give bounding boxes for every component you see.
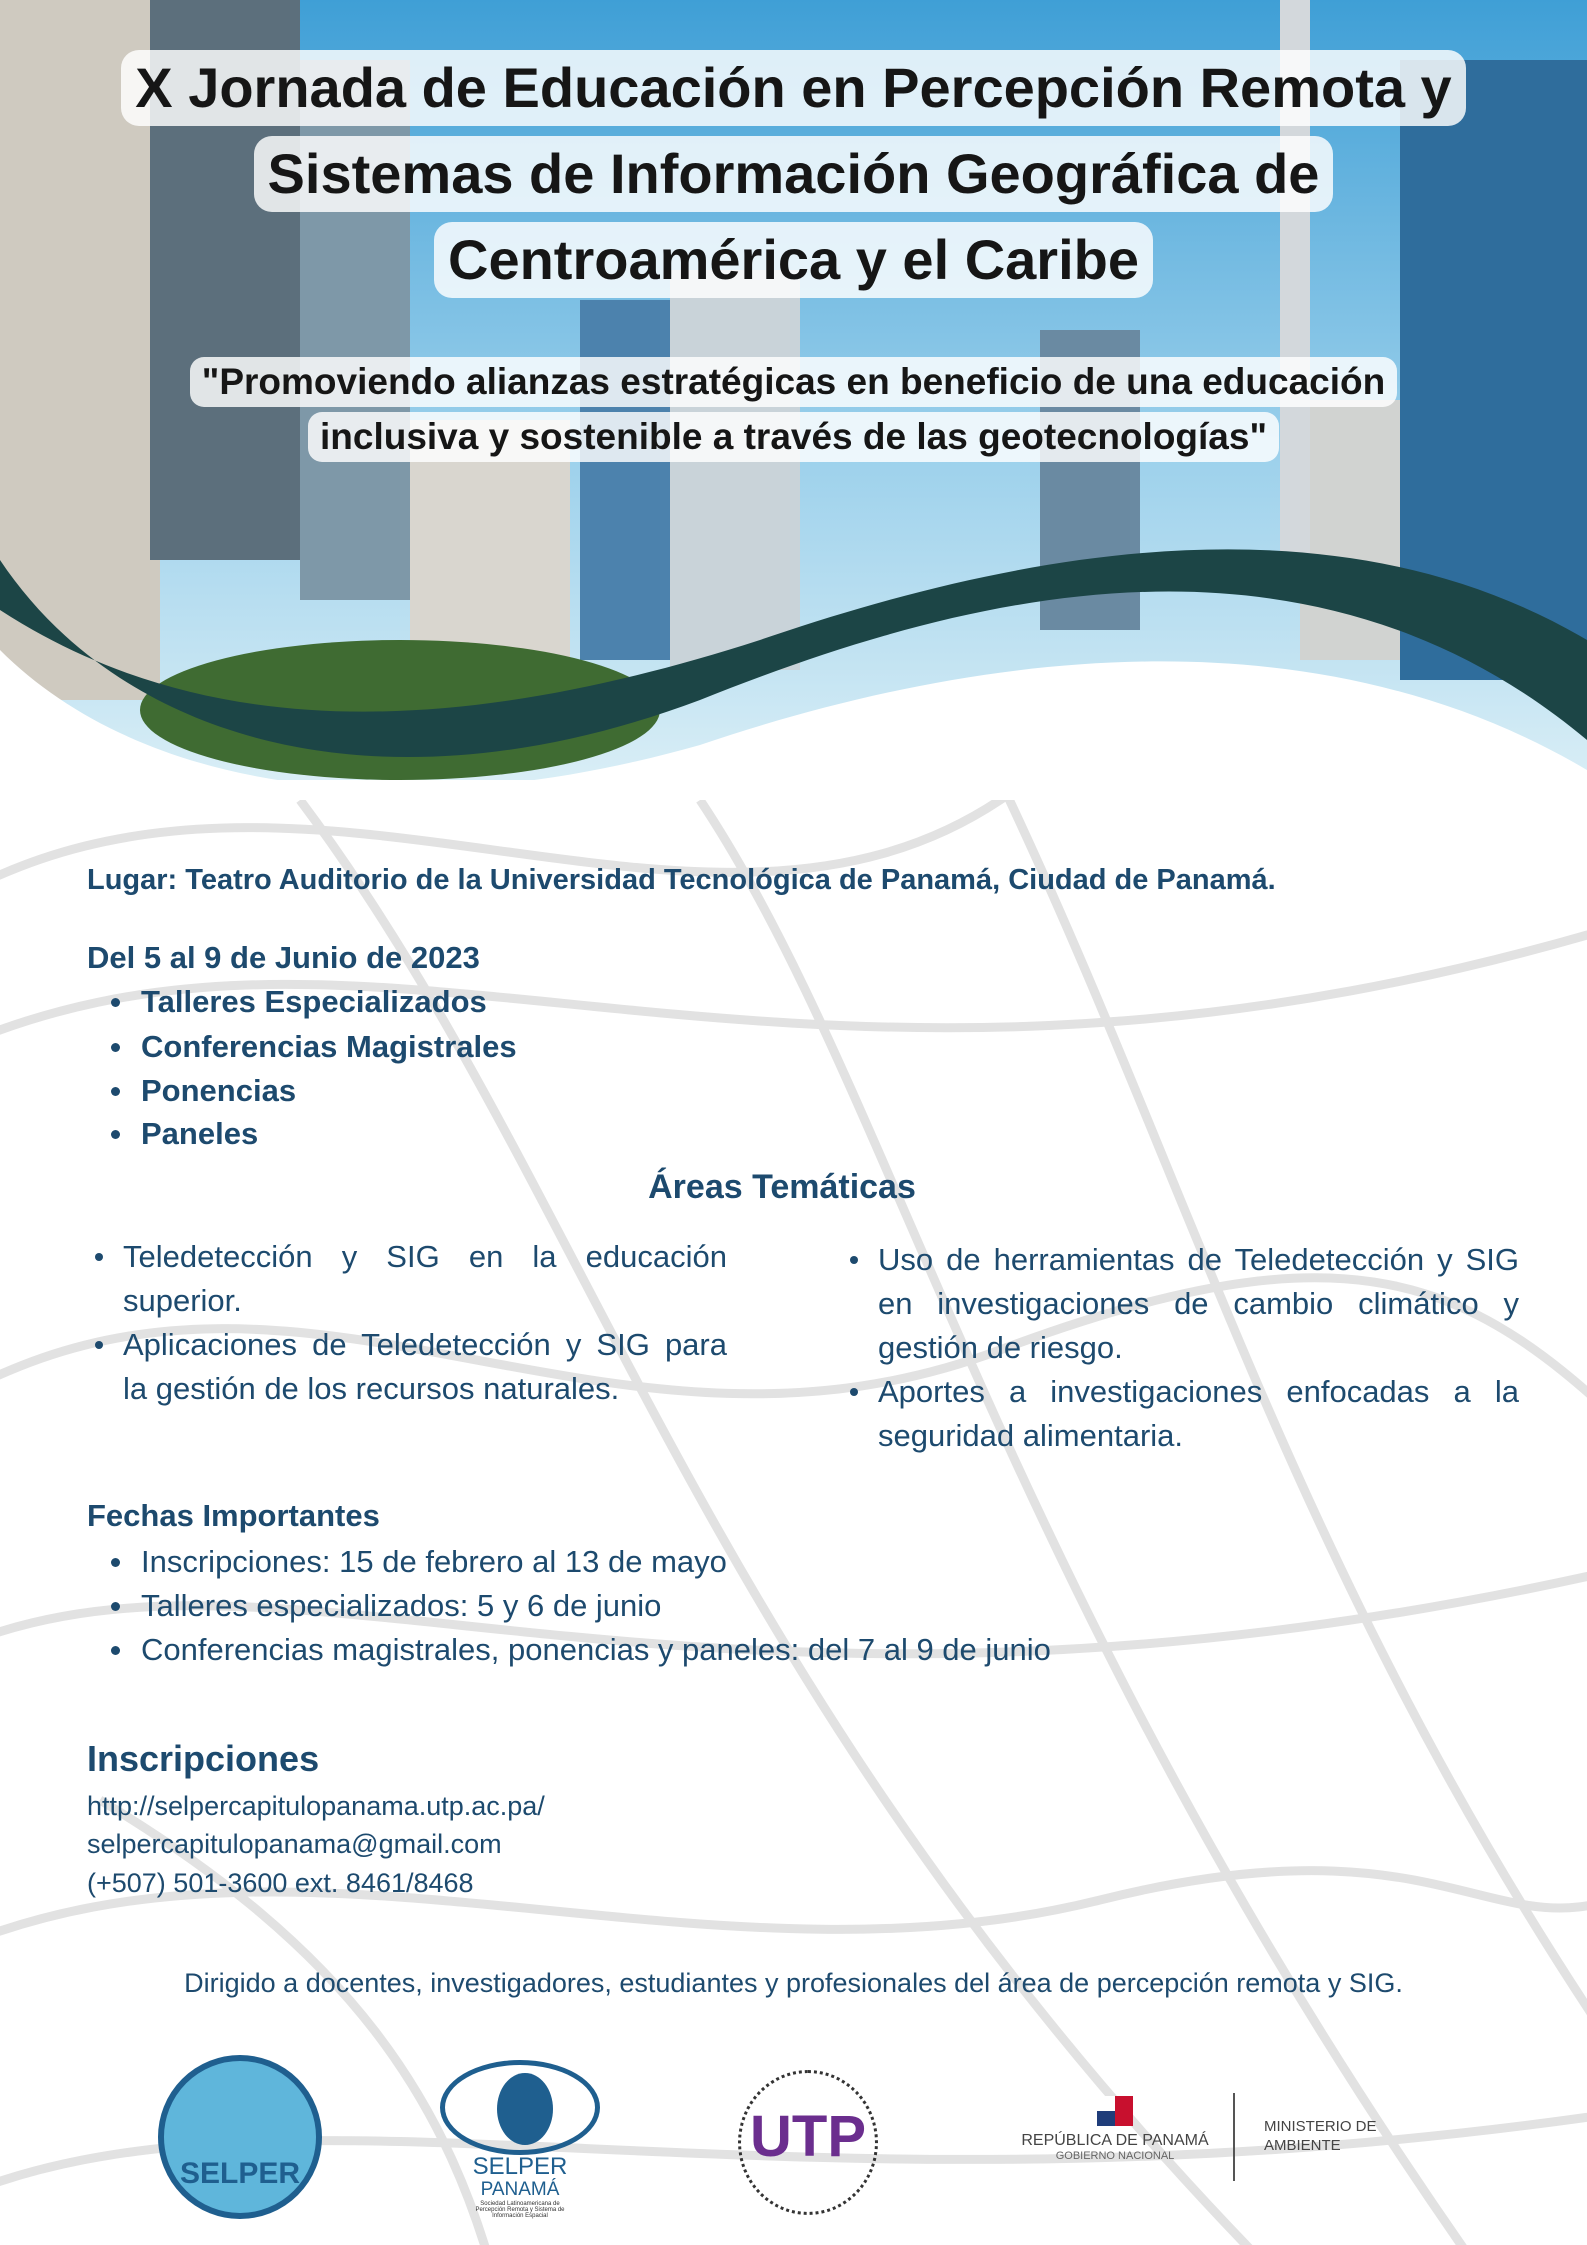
areas-left-column [123, 1235, 727, 1411]
venue: Lugar: Teatro Auditorio de la Universidad Tecnológica de Panamá, Ciudad de Panamá. [87, 864, 1276, 896]
list-item: Ponencias [141, 1069, 296, 1113]
republica-panama-logo: REPÚBLICA DE PANAMÁ GOBIERNO NACIONAL [1005, 2096, 1225, 2162]
swirl-lines [0, 700, 1587, 2245]
list-item: Inscripciones: 15 de febrero al 13 de mayo [141, 1540, 727, 1584]
dates-heading: Del 5 al 9 de Junio de 2023 [87, 940, 480, 975]
title-line-1: X Jornada de Educación en Percepción Remota y [0, 50, 1587, 126]
logo-divider [1233, 2093, 1235, 2181]
registration-phone: (+507) 501-3600 ext. 8461/8468 [87, 1868, 474, 1898]
list-item: Conferencias magistrales, ponencias y paneles: del 7 al 9 de junio [141, 1628, 1051, 1672]
registration-url[interactable]: http://selpercapitulopanama.utp.ac.pa/ [87, 1791, 545, 1821]
selper-panama-logo: SELPER PANAMÁ Sociedad Latinoamericana de Percepción Remota y Sistema de Información Espacial [435, 2060, 605, 2220]
registration-email[interactable]: selpercapitulopanama@gmail.com [87, 1829, 502, 1859]
title-line-3: Centroamérica y el Caribe [0, 222, 1587, 298]
list-item: Paneles [141, 1112, 258, 1156]
important-dates-heading: Fechas Importantes [87, 1498, 380, 1533]
list-item: Aplicaciones de Teledetección y SIG para la gestión de los recursos naturales. [123, 1323, 727, 1411]
list-item: Uso de herramientas de Teledetección y SIG en investigaciones de cambio climático y gestión de riesgo. [878, 1238, 1519, 1370]
selper-logo [158, 2055, 322, 2219]
registration-heading: Inscripciones [87, 1738, 320, 1779]
ministerio-ambiente-logo: MINISTERIO DE AMBIENTE [1264, 2118, 1377, 2154]
selper-logo-text: SELPER [179, 2157, 301, 2190]
subtitle-line-2: inclusiva y sostenible a través de las geotecnologías" [0, 412, 1587, 462]
list-item: Aportes a investigaciones enfocadas a la seguridad alimentaria. [878, 1370, 1519, 1458]
list-item: Talleres Especializados [141, 980, 487, 1024]
title-line-2: Sistemas de Información Geográfica de [0, 136, 1587, 212]
areas-right-column [878, 1238, 1519, 1458]
list-item: Talleres especializados: 5 y 6 de junio [141, 1584, 661, 1628]
list-item: Teledetección y SIG en la educación superior. [123, 1235, 727, 1323]
utp-logo: UTP [738, 2070, 878, 2215]
subtitle-line-1: "Promoviendo alianzas estratégicas en beneficio de una educación [0, 357, 1587, 407]
areas-heading: Áreas Temáticas [648, 1168, 916, 1206]
audience-note: Dirigido a docentes, investigadores, estudiantes y profesionales del área de percepción remota y SIG. [184, 1968, 1403, 1998]
list-item: Conferencias Magistrales [141, 1025, 517, 1069]
